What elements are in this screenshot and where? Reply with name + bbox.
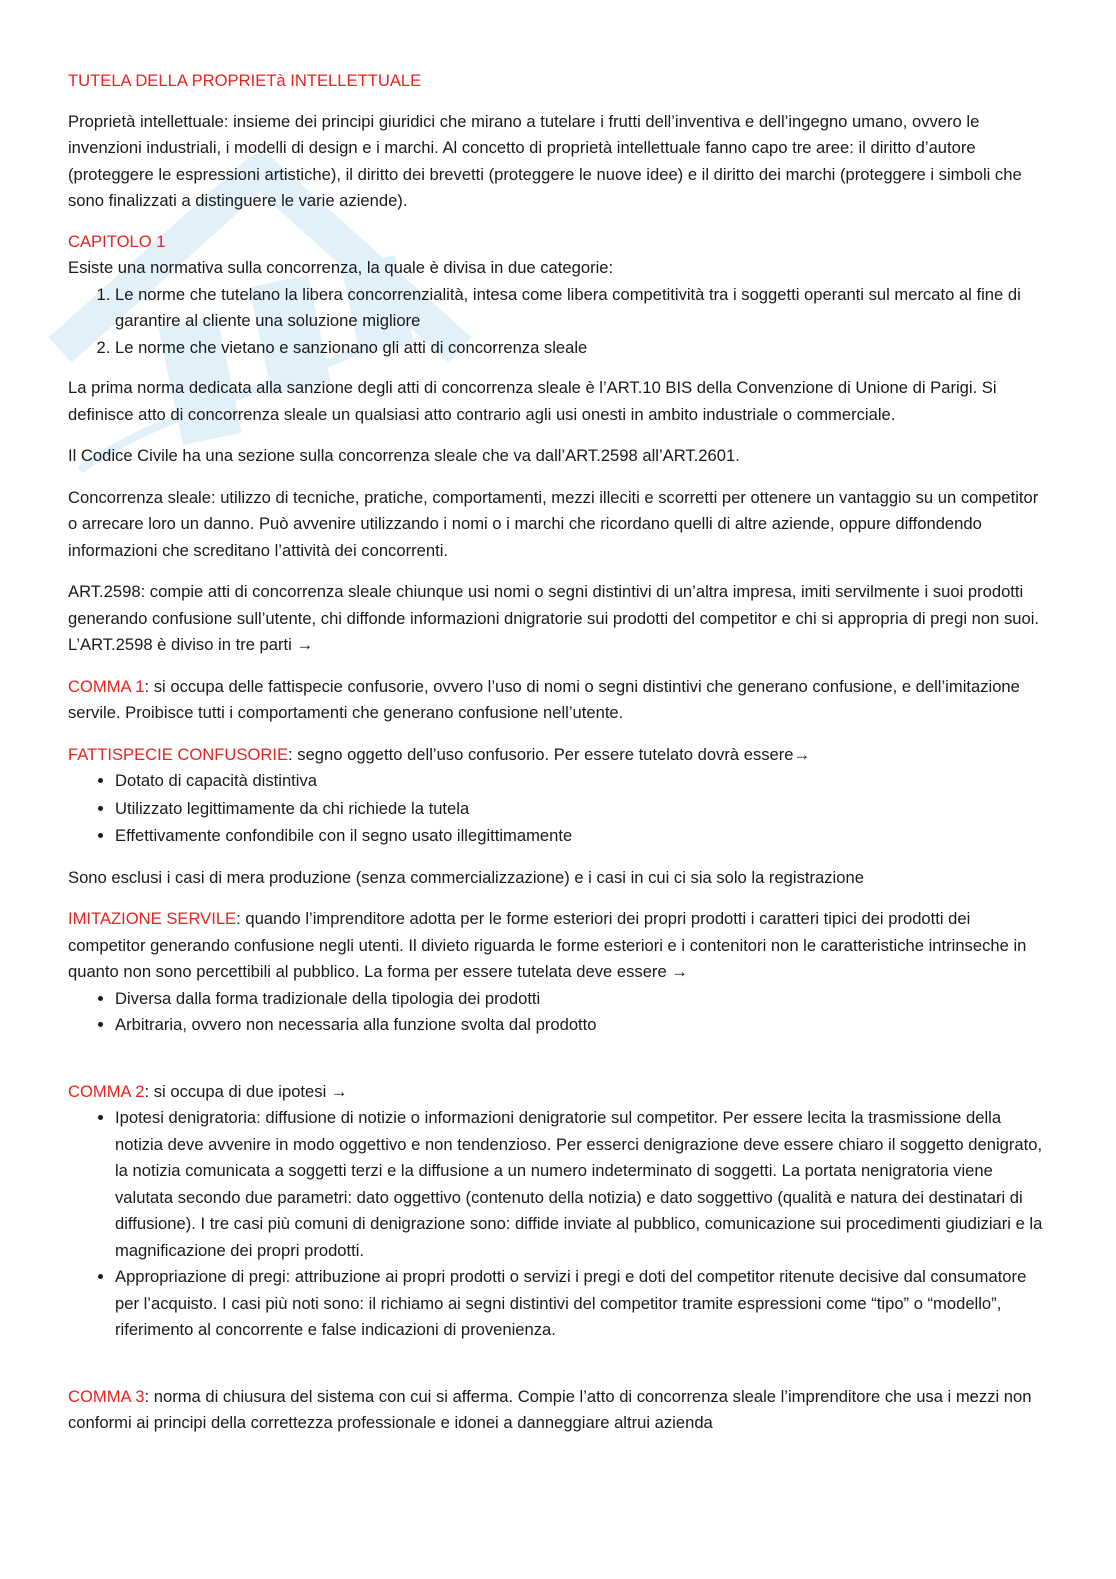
first-norm-paragraph: La prima norma dedicata alla sanzione degli atti di concorrenza sleale è l’ART.10 BIS della Convenzione di Unione di Parigi. Si definisce atto di concorrenza sleale un qualsiasi atto contrario agli usi onesti in ambito industriale o commerciale. (68, 378, 997, 424)
norm-intro: Esiste una normativa sulla concorrenza, la quale è divisa in due categorie: (68, 258, 614, 277)
imitazione-text: : quando l’imprenditore adotta per le forme esteriori dei propri prodotti i caratteri tipici dei prodotti dei competitor generando confusione negli utenti. Il divieto riguarda le forme esteriori e i contenitori non le caratteristiche intrinseche in quanto non sono percettibili al pubblico. La forma per essere tutelata deve essere → (68, 909, 1027, 981)
fattispecie-text: : segno oggetto dell’uso confusorio. Per essere tutelato dovrà essere→ (288, 744, 811, 764)
fattispecie-list (68, 768, 1048, 850)
list-item: • Appropriazione di pregi: attribuzione ai propri prodotti o servizi i pregi e doti del competitor ritenute decisive dal consumatore per l’acquisto. I casi più noti sono: il richiamo ai segni distintivi del competitor tramite espressioni come “tipo” o “modello”, riferimento al concorrente e false indicazioni di provenienza. (115, 1264, 1048, 1344)
list-item: • Utilizzato legittimamente da chi richiede la tutela (115, 796, 1048, 823)
list-item: • Ipotesi denigratoria: diffusione di notizie o informazioni denigratorie sul competitor. Per essere lecita la trasmissione della notizia deve avvenire in modo oggettivo e non tendenzioso. Per esserci denigrazione deve essere chiaro il soggetto denigrato, la notizia comunicata a soggetti terzi e la diffusione a un numero indeterminato di soggetti. La portata nenigratoria viene valutata secondo due parametri: dato oggettivo (contenuto della notizia) e dato soggettivo (qualità e natura dei destinatari di diffusione). I tre casi più comuni di denigrazione sono: diffide inviate al pubblico, comunicazione sui procedimenti giudiziari e la magnificazione dei propri prodotti. (115, 1105, 1048, 1264)
codice-civile-paragraph: Il Codice Civile ha una sezione sulla concorrenza sleale che va dall’ART.2598 all’ART.2601. (68, 446, 740, 465)
list-item: 1. Le norme che tutelano la libera concorrenzialità, intesa come libera competitività tra i soggetti operanti sul mercato al fine di garantire al cliente una soluzione migliore (115, 282, 1048, 335)
comma3-label: COMMA 3 (68, 1386, 145, 1406)
comma1-label: COMMA 1 (68, 676, 145, 696)
concorrenza-sleale-paragraph: Concorrenza sleale: utilizzo di tecniche, pratiche, comportamenti, mezzi illeciti e scorretti per ottenere un vantaggio su un competitor o arrecare loro un danno. Può avvenire utilizzando i nomi o i marchi che ricordano quelli di altre aziende, oppure diffondendo informazioni che screditano l’attività dei concorrenti. (68, 487, 1039, 560)
comma2-text: : si occupa di due ipotesi → (144, 1081, 348, 1101)
comma3-paragraph (68, 1384, 1048, 1437)
document-page (68, 68, 1048, 1449)
list-item: 2. Le norme che vietano e sanzionano gli atti di concorrenza sleale (115, 335, 1048, 362)
chapter-heading: CAPITOLO 1 (68, 231, 166, 251)
comma1-paragraph (68, 674, 1048, 727)
intro-paragraph: Proprietà intellettuale: insieme dei principi giuridici che mirano a tutelare i frutti dell’inventiva e dell’ingegno umano, ovvero le invenzioni industriali, i modelli di design e i marchi. Al concetto di proprietà intellettuale fanno capo tre aree: il diritto d’autore (proteggere le espressioni artistiche), il diritto dei brevetti (proteggere le nuove idee) e il diritto dei marchi (proteggere i simboli che sono finalizzati a distinguere le varie aziende). (68, 111, 1022, 210)
list-item: • Dotato di capacità distintiva (115, 768, 1048, 795)
comma3-text: : norma di chiusura del sistema con cui si afferma. Compie l’atto di concorrenza sleale l’imprenditore che usa i mezzi non conformi ai principi della correttezza professionale e idonei a danneggiare altrui azienda (68, 1386, 1032, 1432)
list-item: • Arbitraria, ovvero non necessaria alla funzione svolta dal prodotto (115, 1012, 1048, 1039)
imitazione-list (68, 986, 1048, 1039)
document-title: TUTELA DELLA PROPRIETà INTELLETTUALE (68, 71, 422, 90)
comma2-label: COMMA 2 (68, 1081, 145, 1101)
comma1-text: : si occupa delle fattispecie confusorie, ovvero l’uso di nomi o segni distintivi che generano confusione, e dell’imitazione servile. Proibisce tutti i comportamenti che generano confusione nell’utente. (68, 676, 1020, 722)
fattispecie-paragraph (68, 742, 1048, 769)
list-item: • Effettivamente confondibile con il segno usato illegittimamente (115, 823, 1048, 850)
norm-list (68, 282, 1048, 362)
esclusi-paragraph: Sono esclusi i casi di mera produzione (senza commercializzazione) e i casi in cui ci sia solo la registrazione (68, 867, 864, 887)
comma2-list (68, 1105, 1048, 1344)
imitazione-paragraph (68, 906, 1048, 986)
imitazione-label: IMITAZIONE SERVILE (68, 909, 237, 928)
fattispecie-label: FATTISPECIE CONFUSORIE (68, 744, 289, 764)
art2598-paragraph: ART.2598: compie atti di concorrenza sleale chiunque usi nomi o segni distintivi di un’altra impresa, imiti servilmente i suoi prodotti generando confusione sull’utente, chi diffonde informazioni dnigratorie sui prodotti del competitor e chi si appropria di pregi non suoi. L’ART.2598 è diviso in tre parti → (68, 582, 1040, 654)
list-item: • Diversa dalla forma tradizionale della tipologia dei prodotti (115, 986, 1048, 1013)
comma2-paragraph (68, 1079, 1048, 1106)
